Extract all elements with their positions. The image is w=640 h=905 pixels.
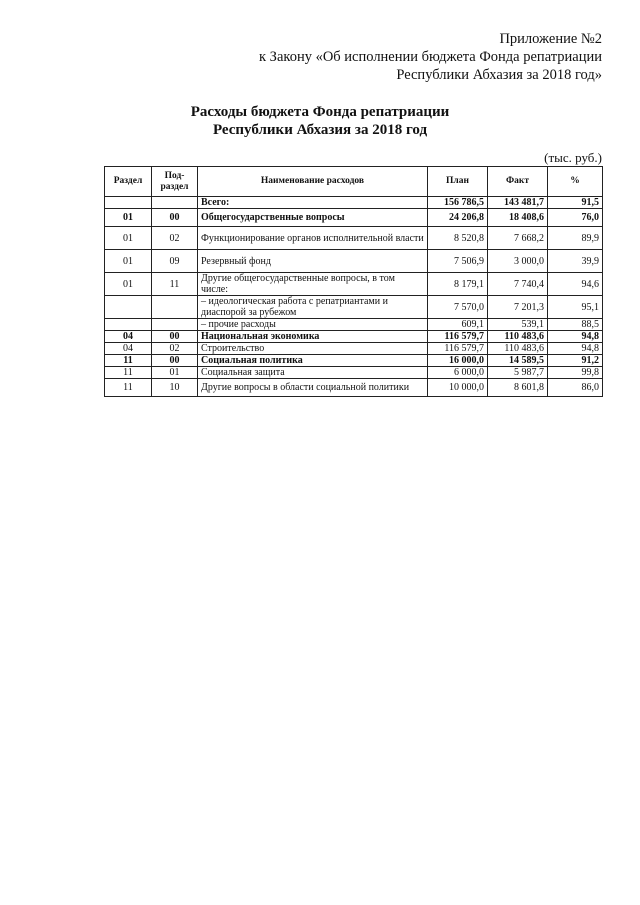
table-row <box>105 273 603 296</box>
cell-fact: 7 668,2 <box>488 227 548 250</box>
cell-plan: 16 000,0 <box>428 355 488 367</box>
cell-section <box>105 319 152 331</box>
cell-plan: 116 579,7 <box>428 343 488 355</box>
cell-plan: 24 206,8 <box>428 209 488 227</box>
cell-fact: 18 408,6 <box>488 209 548 227</box>
cell-section <box>105 296 152 319</box>
cell-fact: 8 601,8 <box>488 379 548 397</box>
cell-section: 01 <box>105 227 152 250</box>
cell-section: 01 <box>105 250 152 273</box>
cell-section: 04 <box>105 343 152 355</box>
cell-name: Общегосударственные вопросы <box>198 209 428 227</box>
cell-fact: 7 201,3 <box>488 296 548 319</box>
table-row <box>105 197 603 209</box>
table-row <box>105 367 603 379</box>
cell-fact: 110 483,6 <box>488 343 548 355</box>
cell-subsection: 00 <box>152 209 198 227</box>
cell-plan: 156 786,5 <box>428 197 488 209</box>
cell-percent: 95,1 <box>548 296 603 319</box>
appendix-law-reference: к Закону «Об исполнении бюджета Фонда репатриации <box>259 49 602 65</box>
cell-name: Другие вопросы в области социальной политики <box>198 379 428 397</box>
cell-percent: 88,5 <box>548 319 603 331</box>
cell-subsection: 02 <box>152 227 198 250</box>
cell-name: Национальная экономика <box>198 331 428 343</box>
cell-plan: 8 179,1 <box>428 273 488 296</box>
cell-fact: 110 483,6 <box>488 331 548 343</box>
cell-subsection: 01 <box>152 367 198 379</box>
table-row <box>105 355 603 367</box>
appendix-number: Приложение №2 <box>499 31 602 47</box>
cell-plan: 8 520,8 <box>428 227 488 250</box>
table-row <box>105 331 603 343</box>
units-label: (тыс. руб.) <box>544 150 602 165</box>
cell-name: Строительство <box>198 343 428 355</box>
cell-percent: 99,8 <box>548 367 603 379</box>
cell-name: Социальная защита <box>198 367 428 379</box>
cell-fact: 7 740,4 <box>488 273 548 296</box>
cell-section: 11 <box>105 379 152 397</box>
cell-subsection <box>152 319 198 331</box>
header-section: Раздел <box>105 167 152 197</box>
cell-percent: 94,6 <box>548 273 603 296</box>
title-line-1: Расходы бюджета Фонда репатриации <box>190 104 450 120</box>
header-fact: Факт <box>488 167 548 197</box>
cell-subsection: 02 <box>152 343 198 355</box>
cell-percent: 91,2 <box>548 355 603 367</box>
appendix-law-reference-cont: Республики Абхазия за 2018 год» <box>396 67 602 83</box>
cell-subsection: 00 <box>152 331 198 343</box>
cell-percent: 39,9 <box>548 250 603 273</box>
cell-percent: 94,8 <box>548 331 603 343</box>
cell-section: 01 <box>105 209 152 227</box>
title-line-2: Республики Абхазия за 2018 год <box>212 122 428 138</box>
cell-subsection: 09 <box>152 250 198 273</box>
cell-percent: 91,5 <box>548 197 603 209</box>
header-subsection: Под- раздел <box>152 167 198 197</box>
table-row <box>105 227 603 250</box>
cell-percent: 86,0 <box>548 379 603 397</box>
cell-subsection <box>152 197 198 209</box>
cell-subsection: 00 <box>152 355 198 367</box>
cell-section: 01 <box>105 273 152 296</box>
cell-subsection: 11 <box>152 273 198 296</box>
cell-section <box>105 197 152 209</box>
table-row <box>105 250 603 273</box>
expenses-table <box>104 166 603 397</box>
header-name: Наименование расходов <box>198 167 428 197</box>
cell-plan: 7 570,0 <box>428 296 488 319</box>
table-row <box>105 343 603 355</box>
cell-percent: 76,0 <box>548 209 603 227</box>
table-header-row <box>105 167 603 197</box>
cell-section: 11 <box>105 367 152 379</box>
cell-name: Всего: <box>198 197 428 209</box>
header-percent: % <box>548 167 603 197</box>
cell-subsection <box>152 296 198 319</box>
cell-fact: 143 481,7 <box>488 197 548 209</box>
table-row <box>105 379 603 397</box>
cell-percent: 94,8 <box>548 343 603 355</box>
cell-fact: 14 589,5 <box>488 355 548 367</box>
cell-section: 04 <box>105 331 152 343</box>
cell-plan: 10 000,0 <box>428 379 488 397</box>
cell-subsection: 10 <box>152 379 198 397</box>
cell-name: Социальная политика <box>198 355 428 367</box>
table-row <box>105 296 603 319</box>
header-plan: План <box>428 167 488 197</box>
cell-section: 11 <box>105 355 152 367</box>
cell-plan: 609,1 <box>428 319 488 331</box>
table-row <box>105 319 603 331</box>
cell-fact: 539,1 <box>488 319 548 331</box>
cell-plan: 7 506,9 <box>428 250 488 273</box>
cell-fact: 5 987,7 <box>488 367 548 379</box>
table-row <box>105 209 603 227</box>
document-title <box>0 103 640 139</box>
appendix-header <box>259 30 602 84</box>
cell-name: Резервный фонд <box>198 250 428 273</box>
cell-percent: 89,9 <box>548 227 603 250</box>
cell-name: Функционирование органов исполнительной власти <box>198 227 428 250</box>
cell-name: Другие общегосударственные вопросы, в том числе: <box>198 273 428 296</box>
cell-name: – идеологическая работа с репатриантами и диаспорой за рубежом <box>198 296 428 319</box>
cell-fact: 3 000,0 <box>488 250 548 273</box>
cell-plan: 116 579,7 <box>428 331 488 343</box>
cell-plan: 6 000,0 <box>428 367 488 379</box>
cell-name: – прочие расходы <box>198 319 428 331</box>
